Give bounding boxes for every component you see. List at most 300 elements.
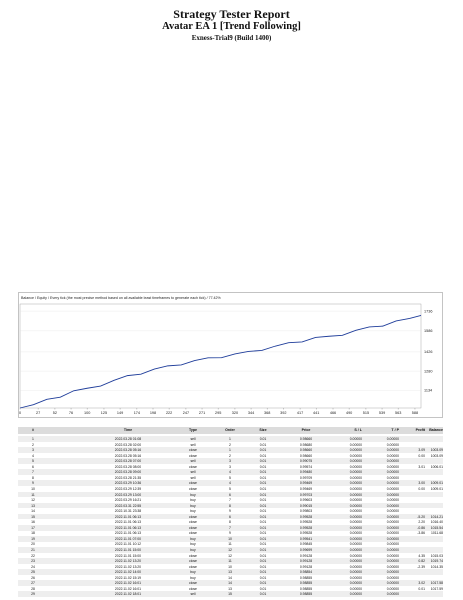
- table-cell: close: [189, 531, 197, 536]
- table-cell: 0.00000: [386, 514, 399, 519]
- table-cell: 0.98855: [299, 575, 313, 580]
- table-cell: buy: [190, 509, 196, 514]
- table-cell: sell: [190, 470, 196, 475]
- table-cell: 1: [32, 437, 34, 441]
- table-cell: 0.98660: [299, 448, 313, 453]
- table-cell: 0.98855: [299, 586, 313, 591]
- column-header: Balance: [429, 428, 443, 432]
- table-cell: 29: [31, 592, 35, 597]
- table-cell: 3: [32, 448, 34, 453]
- x-tick-label: 149: [116, 411, 124, 415]
- column-header: S / L: [354, 428, 362, 432]
- table-cell: 2022.03.29 13:00: [114, 492, 142, 497]
- table-cell: 12: [228, 553, 232, 558]
- table-cell: 2022.11.01 06:13: [114, 520, 142, 525]
- table-cell: close: [189, 581, 197, 586]
- table-cell: 2022.11.02 13:20: [114, 564, 142, 569]
- table-cell: 0.00000: [349, 464, 362, 469]
- table-cell: 0.98854: [299, 570, 313, 575]
- table-cell: 13: [228, 586, 232, 591]
- table-cell: 3.09: [418, 448, 425, 453]
- table-cell: 8: [229, 520, 231, 525]
- table-cell: 0.00000: [386, 459, 399, 464]
- table-cell: 0.01: [259, 525, 267, 530]
- table-cell: 0.00000: [349, 459, 362, 464]
- table-cell: 0.00000: [349, 509, 362, 514]
- table-cell: 0.01: [259, 475, 267, 480]
- x-tick-label: 490: [345, 411, 353, 415]
- table-cell: 0.00000: [386, 470, 399, 475]
- table-cell: 15: [228, 592, 232, 597]
- table-cell: 12: [228, 548, 232, 552]
- x-tick-label: 174: [133, 411, 141, 415]
- y-tick-label: 1736: [424, 309, 433, 314]
- y-tick-label: 1586: [424, 329, 433, 334]
- table-cell: 4: [32, 453, 34, 458]
- table-cell: 0.00000: [386, 448, 399, 453]
- table-cell: 6: [229, 492, 231, 497]
- x-tick-label: 100: [83, 411, 91, 415]
- table-cell: sell: [190, 437, 196, 441]
- table-cell: 0.00000: [386, 536, 399, 541]
- table-cell: 10: [228, 564, 232, 569]
- x-tick-label: 539: [378, 411, 386, 415]
- report-broker: Exness-Trial9 (Build 1400): [191, 34, 272, 42]
- table-cell: 25: [31, 570, 35, 575]
- table-cell: close: [189, 586, 197, 591]
- table-cell: buy: [190, 498, 196, 503]
- y-tick-label: 1134: [424, 388, 433, 393]
- table-cell: 0.00000: [349, 514, 362, 519]
- table-cell: 14: [31, 509, 35, 514]
- table-cell: buy: [190, 503, 196, 508]
- table-cell: 0.01: [259, 453, 267, 458]
- chart-title: Balance / Equity / Every tick (the most precise method based on all available least timeframes to generate each tick) / 77.42%: [21, 296, 221, 300]
- table-cell: 3.00: [418, 481, 425, 486]
- column-header: #: [32, 428, 34, 432]
- table-cell: 0.00000: [349, 486, 362, 491]
- table-cell: -5.20: [417, 514, 425, 519]
- table-cell: 26: [31, 575, 35, 580]
- table-cell: 5: [229, 486, 231, 491]
- table-cell: 0.00000: [349, 453, 362, 458]
- table-cell: 20: [31, 542, 35, 547]
- table-cell: buy: [190, 570, 196, 575]
- column-header: T / P: [391, 428, 399, 432]
- table-cell: 0.00000: [386, 498, 399, 503]
- table-cell: 19: [31, 536, 35, 541]
- column-header: Order: [225, 428, 235, 432]
- table-cell: 0.00000: [349, 553, 362, 558]
- table-cell: 0.00000: [386, 548, 399, 552]
- table-cell: 5: [229, 475, 231, 480]
- plot-area: [20, 304, 421, 408]
- table-cell: buy: [190, 542, 196, 547]
- table-cell: 2022.03.28 07:00: [114, 459, 142, 464]
- table-cell: close: [189, 520, 197, 525]
- table-cell: 28: [31, 586, 35, 591]
- table-cell: 2022.11.01 15:00: [114, 548, 142, 552]
- table-cell: 0.99528: [299, 525, 313, 530]
- table-cell: 2022.11.01 15:00: [114, 553, 142, 558]
- table-cell: 0.99128: [299, 553, 313, 558]
- table-cell: 1017.58: [430, 581, 443, 586]
- table-cell: 0.00000: [349, 592, 362, 597]
- table-cell: 0.01: [259, 553, 267, 558]
- table-cell: 2022.03.29 16:21: [114, 498, 142, 503]
- table-cell: sell: [190, 459, 196, 464]
- table-cell: 22: [31, 553, 35, 558]
- table-cell: 6: [229, 514, 231, 519]
- table-cell: 2022.11.02 16:01: [114, 581, 142, 586]
- table-cell: close: [189, 559, 197, 564]
- table-cell: 0.00000: [349, 503, 362, 508]
- table-cell: 23: [31, 559, 35, 564]
- x-tick-label: 563: [394, 411, 402, 415]
- table-cell: 0.99699: [299, 548, 313, 552]
- table-cell: 0.01: [259, 536, 267, 541]
- table-cell: 0.99480: [299, 470, 313, 475]
- table-cell: 1016.40: [430, 520, 443, 525]
- table-cell: 0.00000: [386, 464, 399, 469]
- column-header: Size: [259, 428, 267, 432]
- column-header: Type: [188, 428, 198, 432]
- x-tick-label: 27: [36, 411, 41, 415]
- report-subtitle: Avatar EA 1 [Trend Following]: [162, 21, 301, 32]
- table-cell: 0.00000: [386, 520, 399, 525]
- table-cell: 0.01: [259, 520, 267, 525]
- table-cell: 0.00000: [349, 470, 362, 475]
- table-cell: 2022.10.31 23:38: [114, 509, 142, 514]
- table-cell: 4: [229, 470, 231, 475]
- table-cell: 11: [228, 559, 232, 564]
- table-cell: 0.00000: [386, 564, 399, 569]
- table-cell: 2022.03.28 01:08: [114, 437, 142, 441]
- table-cell: close: [189, 564, 197, 569]
- x-tick-label: 515: [362, 411, 370, 415]
- table-cell: 0.99574: [299, 464, 313, 469]
- table-cell: 1014.35: [430, 564, 443, 569]
- table-cell: 1: [229, 448, 231, 453]
- y-tick-label: 1280: [424, 369, 433, 374]
- table-cell: 0.00000: [386, 442, 399, 447]
- table-cell: 0.01: [259, 437, 267, 441]
- table-cell: buy: [190, 548, 196, 552]
- table-cell: 0.00000: [386, 509, 399, 514]
- table-cell: 21: [31, 548, 35, 552]
- table-cell: 0.00000: [386, 559, 399, 564]
- table-cell: -0.86: [417, 525, 425, 530]
- x-tick-label: 344: [247, 411, 255, 415]
- table-cell: 0.82: [418, 559, 425, 564]
- table-cell: 0.00000: [349, 475, 362, 480]
- table-cell: 18: [31, 531, 35, 536]
- table-cell: 0.00000: [386, 481, 399, 486]
- table-cell: 2022.03.28 05:16: [114, 448, 142, 453]
- table-cell: 0.01: [259, 586, 267, 591]
- table-cell: 1017.59: [430, 586, 443, 591]
- x-tick-label: 222: [165, 411, 173, 415]
- table-cell: 0.00000: [349, 498, 362, 503]
- table-cell: 0.01: [259, 470, 267, 475]
- table-cell: 11: [228, 542, 232, 547]
- table-cell: 3.01: [418, 464, 425, 469]
- x-tick-label: 588: [411, 411, 419, 415]
- x-tick-label: 466: [329, 411, 337, 415]
- x-tick-label: 52: [52, 411, 58, 415]
- table-cell: 0.00000: [349, 437, 362, 441]
- table-cell: 0.00: [418, 453, 425, 458]
- table-cell: 2022.03.29 10:36: [114, 481, 142, 486]
- table-cell: 11: [31, 492, 35, 497]
- table-cell: 0.98855: [299, 581, 313, 586]
- table-cell: 4.35: [418, 553, 425, 558]
- table-cell: 0.00000: [349, 586, 362, 591]
- table-cell: 0.00000: [349, 542, 362, 547]
- table-cell: 0.00000: [386, 542, 399, 547]
- table-cell: sell: [190, 592, 196, 597]
- table-cell: 1006.01: [430, 464, 443, 469]
- table-cell: 16: [31, 520, 35, 525]
- table-cell: 0.00000: [386, 525, 399, 530]
- trades-table-header: [18, 427, 443, 434]
- table-cell: 13: [31, 503, 35, 508]
- table-cell: 1019.74: [430, 559, 443, 564]
- table-cell: close: [189, 464, 197, 469]
- table-cell: 0.98660: [299, 437, 313, 441]
- table-cell: 1: [229, 437, 231, 441]
- table-cell: 0.01: [259, 481, 267, 486]
- table-cell: 2022.03.28 02:00: [114, 442, 142, 447]
- x-tick-label: 247: [182, 411, 190, 415]
- table-cell: 2022.11.01 06:13: [114, 514, 142, 519]
- table-cell: 5: [32, 459, 34, 464]
- table-cell: 17: [31, 525, 35, 530]
- table-cell: 0.99703: [299, 492, 313, 497]
- table-cell: 0.01: [259, 564, 267, 569]
- column-header: Profit: [415, 428, 425, 432]
- table-cell: 0.00000: [349, 448, 362, 453]
- table-cell: 27: [31, 581, 35, 586]
- table-cell: 0.01: [259, 448, 267, 453]
- table-cell: 8: [32, 475, 34, 480]
- table-cell: 0.00000: [349, 531, 362, 536]
- table-cell: 0.00: [418, 486, 425, 491]
- table-cell: 0.00000: [386, 492, 399, 497]
- table-cell: 2022.03.28 05:16: [114, 453, 142, 458]
- table-cell: sell: [190, 475, 196, 480]
- table-cell: 2022.11.01 06:13: [114, 531, 142, 536]
- x-tick-label: 295: [214, 411, 222, 415]
- table-cell: 0.01: [418, 586, 425, 591]
- x-tick-label: 441: [313, 411, 320, 415]
- table-cell: buy: [190, 492, 196, 497]
- table-cell: 14: [228, 581, 232, 586]
- table-cell: 0.00000: [386, 531, 399, 536]
- table-cell: 0.01: [259, 442, 267, 447]
- table-cell: 3: [229, 464, 231, 469]
- table-cell: close: [189, 481, 197, 486]
- table-cell: 0.01: [259, 559, 267, 564]
- table-cell: 3: [229, 459, 231, 464]
- table-cell: 2022.11.02 13:20: [114, 559, 142, 564]
- report-title: Strategy Tester Report: [173, 7, 290, 21]
- table-cell: 0.01: [259, 548, 267, 552]
- table-cell: 0.00000: [386, 581, 399, 586]
- table-cell: 0.00000: [386, 475, 399, 480]
- y-tick-label: 1426: [424, 350, 433, 355]
- table-cell: 14: [228, 575, 232, 580]
- table-cell: 0.00000: [386, 570, 399, 575]
- table-cell: 2: [32, 442, 34, 447]
- table-cell: 7: [229, 525, 231, 530]
- table-cell: 0.00000: [386, 486, 399, 491]
- table-cell: 8: [229, 503, 231, 508]
- table-cell: 13: [228, 570, 232, 575]
- table-cell: 0.99709: [299, 475, 313, 480]
- table-cell: 24: [31, 564, 35, 569]
- table-cell: -2.39: [417, 564, 425, 569]
- table-cell: 10: [31, 486, 35, 491]
- table-cell: 0.01: [259, 514, 267, 519]
- table-cell: 2022.11.01 07:00: [114, 536, 142, 541]
- table-cell: close: [189, 553, 197, 558]
- table-cell: 10: [228, 536, 232, 541]
- table-cell: 0.00000: [349, 581, 362, 586]
- table-cell: buy: [190, 575, 196, 580]
- table-cell: 0.00000: [349, 492, 362, 497]
- table-cell: -3.86: [417, 531, 425, 536]
- x-tick-label: 125: [100, 411, 108, 415]
- table-cell: 1015.03: [430, 553, 443, 558]
- x-tick-label: 320: [231, 411, 239, 415]
- x-tick-label: 368: [264, 411, 271, 415]
- table-cell: 2022.11.02 14:00: [114, 570, 142, 575]
- table-cell: 0.01: [259, 459, 267, 464]
- table-cell: 0.00000: [349, 564, 362, 569]
- table-cell: 0.99803: [299, 509, 313, 514]
- table-cell: 2022.03.28 08:00: [114, 464, 142, 469]
- table-cell: 0.00000: [349, 570, 362, 575]
- table-cell: 0.01: [259, 581, 267, 586]
- table-cell: 2.20: [418, 520, 425, 525]
- table-cell: 2022.03.28 09:00: [114, 470, 142, 475]
- table-cell: 0.98680: [299, 442, 313, 447]
- x-tick-label: 271: [198, 411, 206, 415]
- x-tick-label: 417: [296, 411, 304, 415]
- table-cell: buy: [190, 536, 196, 541]
- balance-chart: [18, 292, 443, 418]
- table-cell: 0.01: [259, 503, 267, 508]
- table-cell: 12: [31, 498, 35, 503]
- table-cell: 0.99528: [299, 531, 313, 536]
- table-cell: 0.00000: [349, 481, 362, 486]
- table-cell: 15: [31, 514, 35, 519]
- table-cell: 0.98855: [299, 592, 313, 597]
- table-cell: 0.00000: [386, 586, 399, 591]
- table-cell: 9: [229, 531, 231, 536]
- table-cell: 0.99075: [299, 459, 313, 464]
- table-cell: 0.99128: [299, 564, 313, 569]
- table-cell: 0.00000: [349, 575, 362, 580]
- table-cell: close: [189, 448, 197, 453]
- table-cell: 1014.21: [430, 514, 443, 519]
- table-cell: close: [189, 514, 197, 519]
- table-cell: 0.00000: [349, 520, 362, 525]
- table-cell: 0.01: [259, 531, 267, 536]
- column-header: Price: [301, 428, 311, 432]
- table-cell: close: [189, 525, 197, 530]
- table-cell: 1009.01: [430, 481, 443, 486]
- table-cell: 0.99845: [299, 542, 313, 547]
- table-cell: 0.00000: [386, 453, 399, 458]
- table-cell: 0.00000: [386, 592, 399, 597]
- table-cell: 2022.11.01 10:12: [114, 542, 142, 547]
- table-cell: 0.01: [259, 492, 267, 497]
- x-tick-label: 392: [280, 411, 287, 415]
- table-cell: 0.98660: [299, 453, 313, 458]
- table-cell: 6: [32, 464, 34, 469]
- table-cell: 0.00000: [386, 553, 399, 558]
- table-cell: 1003.09: [430, 448, 443, 453]
- table-cell: 1015.54: [430, 525, 443, 530]
- table-cell: close: [189, 453, 197, 458]
- table-cell: 0.00000: [386, 503, 399, 508]
- table-cell: 0.99528: [299, 514, 313, 519]
- x-tick-label: 76: [68, 411, 74, 415]
- table-cell: 1009.01: [430, 486, 443, 491]
- table-cell: 1003.09: [430, 453, 443, 458]
- table-cell: 9: [229, 509, 231, 514]
- table-cell: 2022.11.01 06:13: [114, 525, 142, 530]
- table-cell: 7: [32, 470, 34, 475]
- table-cell: 0.00000: [386, 437, 399, 441]
- x-tick-label: 0: [18, 411, 22, 415]
- table-row: [18, 591, 443, 597]
- table-cell: 2022.11.02 16:01: [114, 586, 142, 591]
- table-cell: 0.00000: [386, 575, 399, 580]
- table-cell: close: [189, 486, 197, 491]
- table-cell: 0.00000: [349, 525, 362, 530]
- table-cell: 0.99541: [299, 536, 313, 541]
- table-cell: 0.01: [259, 464, 267, 469]
- table-cell: 0.99469: [299, 486, 313, 491]
- table-cell: 2022.03.31 22:55: [114, 503, 142, 508]
- table-cell: 2022.03.29 12:39: [114, 486, 142, 491]
- table-cell: 0.00000: [349, 548, 362, 552]
- table-cell: 0.99469: [299, 481, 313, 486]
- table-cell: 0.01: [259, 486, 267, 491]
- table-cell: 0.01: [259, 570, 267, 575]
- table-cell: 0.01: [259, 592, 267, 597]
- table-cell: 0.99603: [299, 498, 313, 503]
- table-cell: 0.01: [259, 575, 267, 580]
- table-cell: 2022.03.28 21:35: [114, 475, 142, 480]
- table-cell: sell: [190, 442, 196, 447]
- table-cell: 0.00000: [349, 442, 362, 447]
- column-header: Time: [123, 428, 133, 432]
- table-cell: 0.01: [259, 542, 267, 547]
- table-cell: 0.00000: [349, 536, 362, 541]
- table-cell: 9: [32, 481, 34, 486]
- table-cell: 0.99128: [299, 559, 313, 564]
- x-tick-label: 198: [149, 411, 157, 415]
- table-cell: 1011.68: [430, 531, 443, 536]
- table-cell: 3.02: [418, 581, 425, 586]
- table-cell: 0.99528: [299, 520, 313, 525]
- table-cell: 2: [229, 442, 231, 447]
- table-cell: 2: [229, 453, 231, 458]
